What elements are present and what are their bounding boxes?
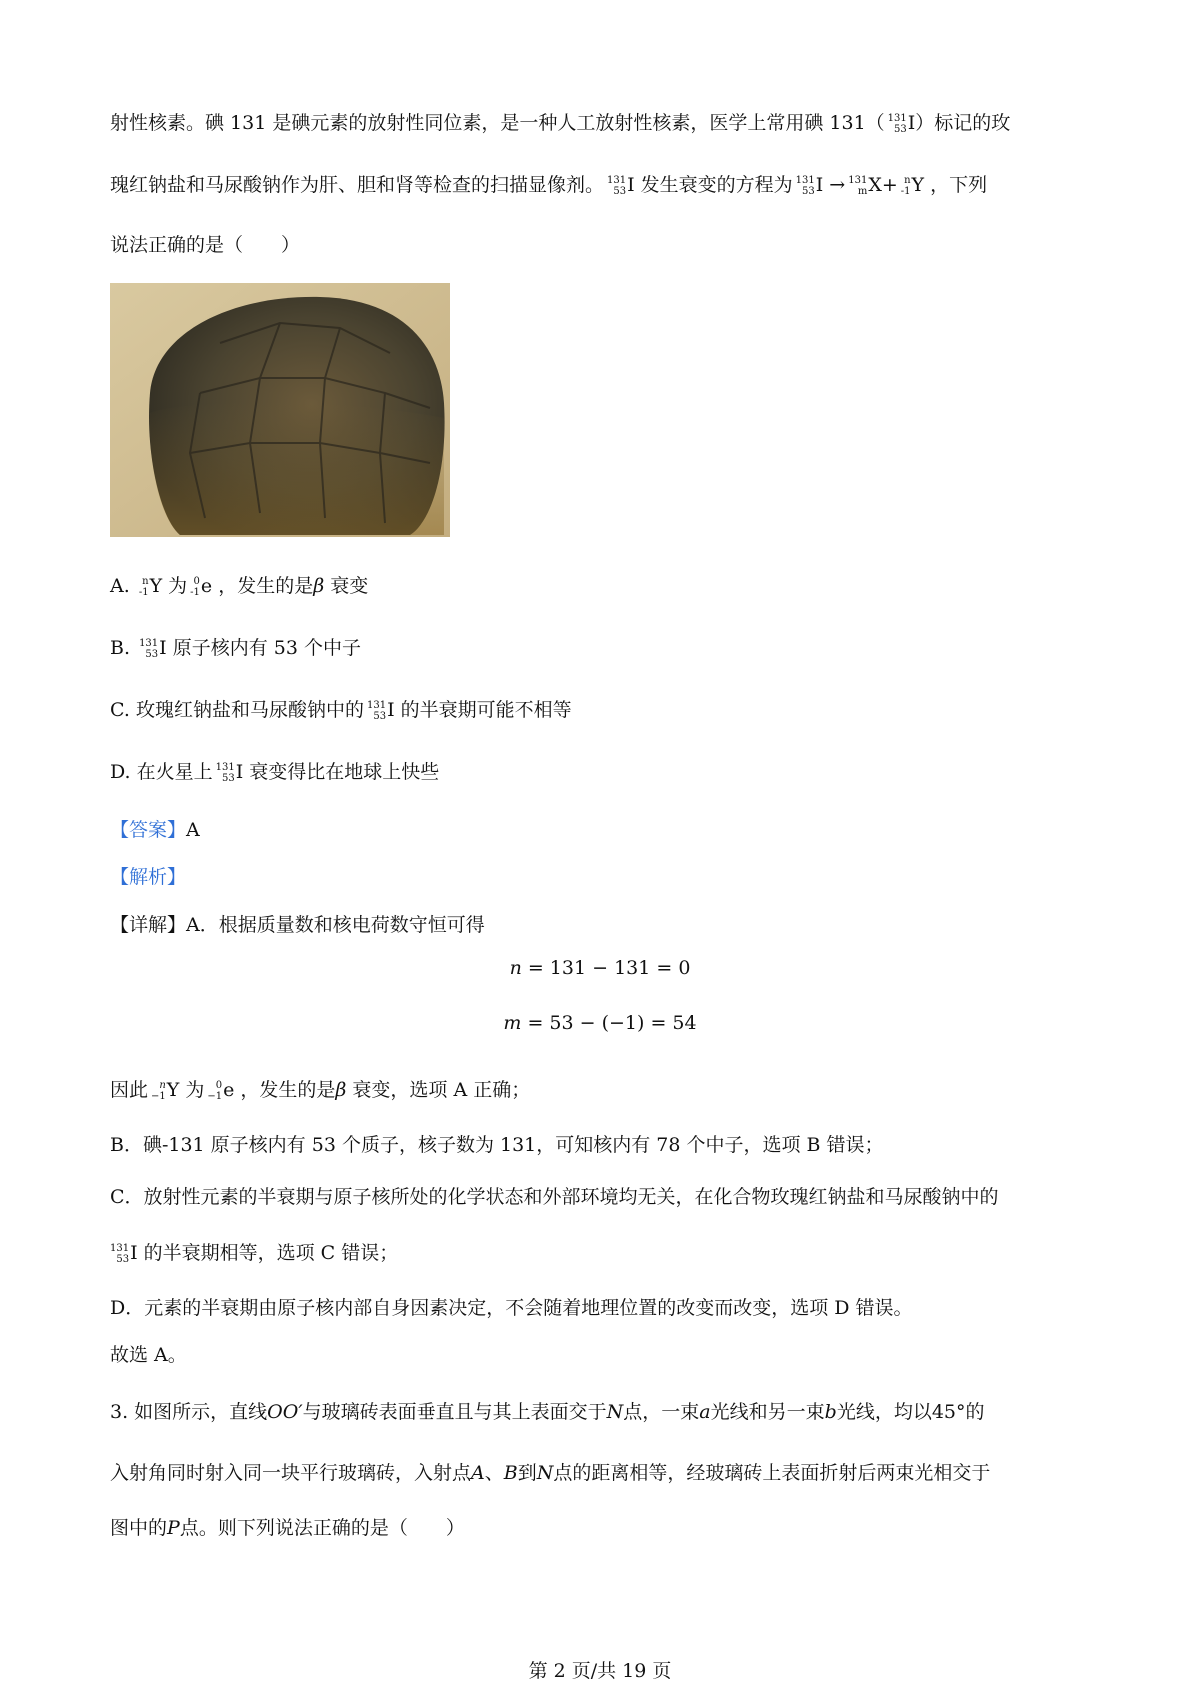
answer-value: A <box>186 819 200 841</box>
detail-line-6: D．元素的半衰期由原子核内部自身因素决定，不会随着地理位置的改变而改变，选项 D 错误。 <box>110 1297 913 1319</box>
turtle-shell-image <box>110 283 450 537</box>
turtle-shell-photo <box>110 283 450 537</box>
answer-line <box>110 815 200 842</box>
detail-label: 【详解】 <box>110 914 187 936</box>
detail-line-2: 因此 n −1 Y 为 0 −1 e ，发生的是β 衰变，选项 A 正确； <box>110 1079 531 1102</box>
option-a: A. n -1 Y 为 0 -1 e ，发生的是β 衰变 <box>110 575 369 598</box>
answer-label: 【答案】 <box>110 819 187 841</box>
intro-line-1: 射性核素。碘 131 是碘元素的放射性同位素，是一种人工放射性核素，医学上常用碘 131（ 131 53 I）标记的玫 <box>110 112 1011 135</box>
detail-line-7: 故选 A。 <box>110 1344 187 1366</box>
equation-1: n = 131 − 131 = 0 <box>509 957 691 979</box>
analysis-label: 【解析】 <box>110 866 187 888</box>
detail-line-4: C．放射性元素的半衰期与原子核所处的化学状态和外部环境均无关，在化合物玫瑰红钠盐和马尿酸钠中的 <box>110 1186 999 1208</box>
page-footer: 第 2 页/共 19 页 <box>528 1660 672 1682</box>
detail-line-5: 131 53 I 的半衰期相等，选项 C 错误； <box>110 1242 399 1265</box>
detail-line-3: B．碘-131 原子核内有 53 个质子，核子数为 131，可知核内有 78 个中子，选项 B 错误； <box>110 1134 884 1156</box>
option-d: D. 在火星上 131 53 I 衰变得比在地球上快些 <box>110 761 440 784</box>
intro-line-2: 瑰红钠盐和马尿酸钠作为肝、胆和肾等检查的扫描显像剂。 131 53 I 发生衰变的方程为 131 53 I → 131 m X+ n -1 Y ，下列 <box>110 174 988 197</box>
intro-line-3: 说法正确的是（ ） <box>110 234 301 256</box>
q3-line-2: 入射角同时射入同一块平行玻璃砖，入射点A、B到N点的距离相等，经玻璃砖上表面折射后两束光相交于 <box>110 1462 991 1484</box>
option-b: B. 131 53 I 原子核内有 53 个中子 <box>110 637 361 660</box>
nuclide-label: 131 53 <box>887 113 907 135</box>
detail-line-1: 【详解】A．根据质量数和核电荷数守恒可得 <box>110 914 485 936</box>
q3-line-3: 图中的P点。则下列说法正确的是（ ） <box>110 1517 465 1539</box>
option-c: C. 玫瑰红钠盐和马尿酸钠中的 131 53 I 的半衰期可能不相等 <box>110 699 572 722</box>
equation-2: m = 53 − (−1) = 54 <box>503 1012 697 1034</box>
q3-line-1: 3. 如图所示，直线OO′与玻璃砖表面垂直且与其上表面交于N点，一束a光线和另一束b光线，均以45°的 <box>110 1401 985 1423</box>
